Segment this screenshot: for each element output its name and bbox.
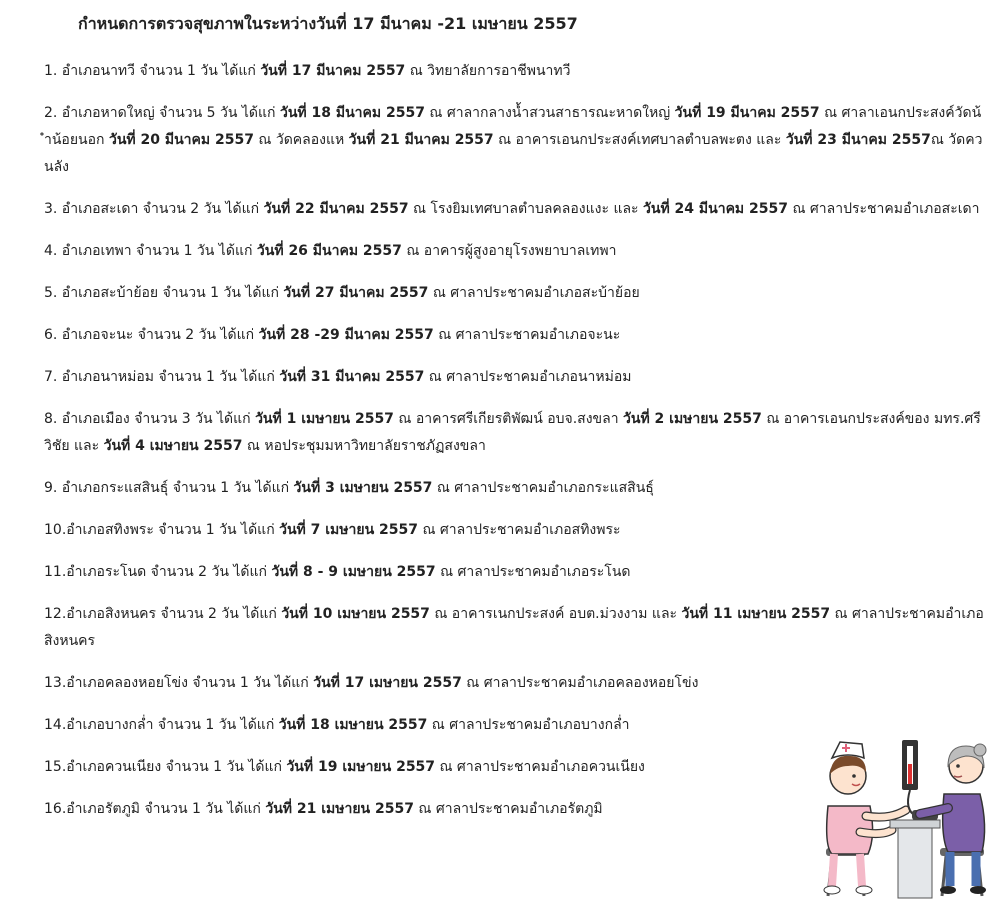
nurse-blood-pressure-illustration [820, 736, 992, 904]
list-item: 5. อำเภอสะบ้าย้อย จำนวน 1 วัน ได้แก่ วันที่ 27 มีนาคม 2557 ณ ศาลาประชาคมอำเภอสะบ้าย้อย [44, 285, 640, 301]
list-item: 8. อำเภอเมือง จำนวน 3 วัน ได้แก่ วันที่ 1 เมษายน 2557 ณ อาคารศรีเกียรติพัฒน์ อบจ.สงขลา วันที่ 2 เมษายน 2557 ณ อาคารเอนกประสงค์ของ มทร.ศรีวิชัย และ วันที่ 4 เมษายน 2557 ณ หอประชุมมหาวิทยาลัยราชภัฏสงขลา [44, 411, 981, 454]
list-item: 6. อำเภอจะนะ จำนวน 2 วัน ได้แก่ วันที่ 28 -29 มีนาคม 2557 ณ ศาลาประชาคมอำเภอจะนะ [44, 327, 621, 343]
list-item: 16.อำเภอรัตภูมิ จำนวน 1 วัน ได้แก่ วันที่ 21 เมษายน 2557 ณ ศาลาประชาคมอำเภอรัตภูมิ [44, 801, 603, 817]
list-item: 14.อำเภอบางกล่ำ จำนวน 1 วัน ได้แก่ วันที่ 18 เมษายน 2557 ณ ศาลาประชาคมอำเภอบางกล่ำ [44, 717, 630, 733]
list-item: 7. อำเภอนาหม่อม จำนวน 1 วัน ได้แก่ วันที่ 31 มีนาคม 2557 ณ ศาลาประชาคมอำเภอนาหม่อม [44, 369, 632, 385]
list-item: 9. อำเภอกระแสสินธุ์ จำนวน 1 วัน ได้แก่ วันที่ 3 เมษายน 2557 ณ ศาลาประชาคมอำเภอกระแสสินธุ์ [44, 480, 654, 496]
list-item: 10.อำเภอสทิงพระ จำนวน 1 วัน ได้แก่ วันที่ 7 เมษายน 2557 ณ ศาลาประชาคมอำเภอสทิงพระ [44, 522, 621, 538]
list-item: 15.อำเภอควนเนียง จำนวน 1 วัน ได้แก่ วันที่ 19 เมษายน 2557 ณ ศาลาประชาคมอำเภอควนเนียง [44, 759, 645, 775]
list-item: 1. อำเภอนาทวี จำนวน 1 วัน ได้แก่ วันที่ 17 มีนาคม 2557 ณ วิทยาลัยการอาชีพนาทวี [44, 63, 571, 79]
list-item: 3. อำเภอสะเดา จำนวน 2 วัน ได้แก่ วันที่ 22 มีนาคม 2557 ณ โรงยิมเทศบาลตำบลคลองแงะ และ วันที่ 24 มีนาคม 2557 ณ ศาลาประชาคมอำเภอสะเดา [44, 201, 980, 217]
list-item: 11.อำเภอระโนด จำนวน 2 วัน ได้แก่ วันที่ 8 - 9 เมษายน 2557 ณ ศาลาประชาคมอำเภอระโนด [44, 564, 631, 580]
list-item: 2. อำเภอหาดใหญ่ จำนวน 5 วัน ได้แก่ วันที่ 18 มีนาคม 2557 ณ ศาลากลางน้ำสวนสาธารณะหาดใหญ่ วันที่ 19 มีนาคม 2557 ณ ศาลาเอนกประสงค์วัดน้ำน้อยนอก วันที่ 20 มีนาคม 2557 ณ วัดคลองแห วันที่ 21 มีนาคม 2557 ณ อาคารเอนกประสงค์เทศบาลตำบลพะตง และ วันที่ 23 มีนาคม 2557ณ วัดควนลัง [44, 105, 983, 175]
table [890, 820, 940, 898]
list-item: 4. อำเภอเทพา จำนวน 1 วัน ได้แก่ วันที่ 26 มีนาคม 2557 ณ อาคารผู้สูงอายุโรงพยาบาลเทพา [44, 243, 617, 259]
list-item: 12.อำเภอสิงหนคร จำนวน 2 วัน ได้แก่ วันที่ 10 เมษายน 2557 ณ อาคารเนกประสงค์ อบต.ม่วงงาม และ วันที่ 11 เมษายน 2557 ณ ศาลาประชาคมอำเภอสิงหนคร [44, 606, 984, 649]
list-item: 13.อำเภอคลองหอยโข่ง จำนวน 1 วัน ได้แก่ วันที่ 17 เมษายน 2557 ณ ศาลาประชาคมอำเภอคลองหอยโข่ง [44, 675, 699, 691]
nurse-figure [824, 742, 906, 894]
page-title: กำหนดการตรวจสุขภาพในระหว่างวันที่ 17 มีนาคม -21 เมษายน 2557 [78, 14, 578, 33]
schedule-list [44, 58, 984, 838]
